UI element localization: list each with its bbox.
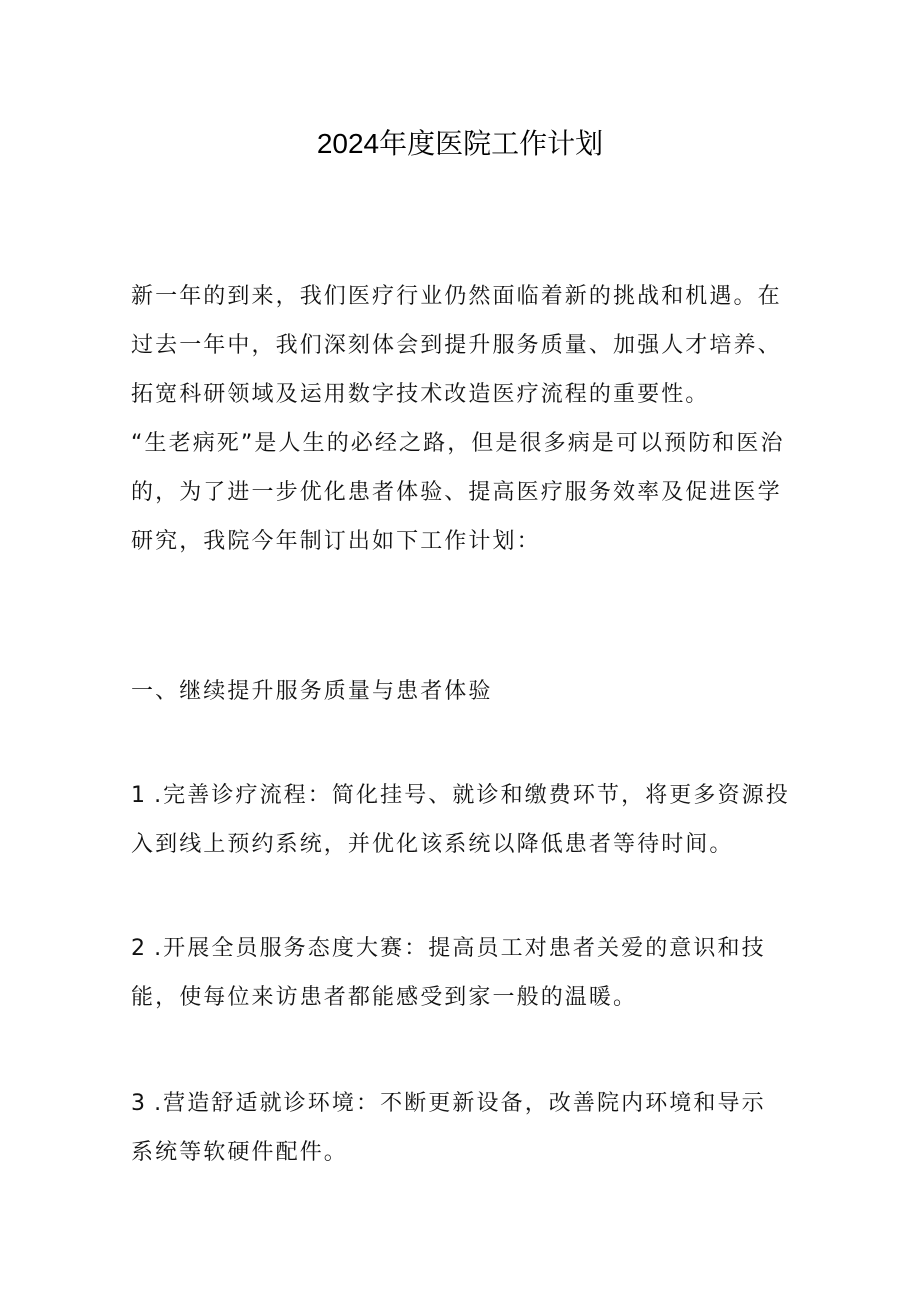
intro-paragraph-1: 新一年的到来，我们医疗行业仍然面临着新的挑战和机遇。在过去一年中，我们深刻体会到提升服务质量、加强人才培养、拓宽科研领域及运用数字技术改造医疗流程的重要性。 (131, 284, 782, 407)
list-item-number: 2 (131, 936, 145, 961)
list-item-text: .完善诊疗流程：简化挂号、就诊和缴费环节，将更多资源投入到线上预约系统，并优化该系统以降低患者等待时间。 (131, 783, 790, 857)
list-item-text: .营造舒适就诊环境：不断更新设备，改善院内环境和导示系统等软硬件配件。 (131, 1091, 766, 1165)
list-item-text: .开展全员服务态度大赛：提高员工对患者关爱的意识和技能，使每位来访患者都能感受到家一般的温暖。 (131, 936, 766, 1010)
list-item-3 (131, 1079, 771, 1177)
list-item-2 (131, 924, 771, 1022)
list-item-number: 1 (131, 783, 145, 808)
intro-paragraph-2: “生老病死”是人生的必经之路，但是很多病是可以预防和医治的，为了进一步优化患者体验、提高医疗服务效率及促进医学研究，我院今年制订出如下工作计划： (131, 431, 785, 554)
section-1-heading: 一、继续提升服务质量与患者体验 (131, 679, 493, 704)
list-item-1 (131, 771, 796, 869)
document-title: 2024年度医院工作计划 (316, 128, 604, 159)
list-item-number: 3 (131, 1091, 145, 1116)
